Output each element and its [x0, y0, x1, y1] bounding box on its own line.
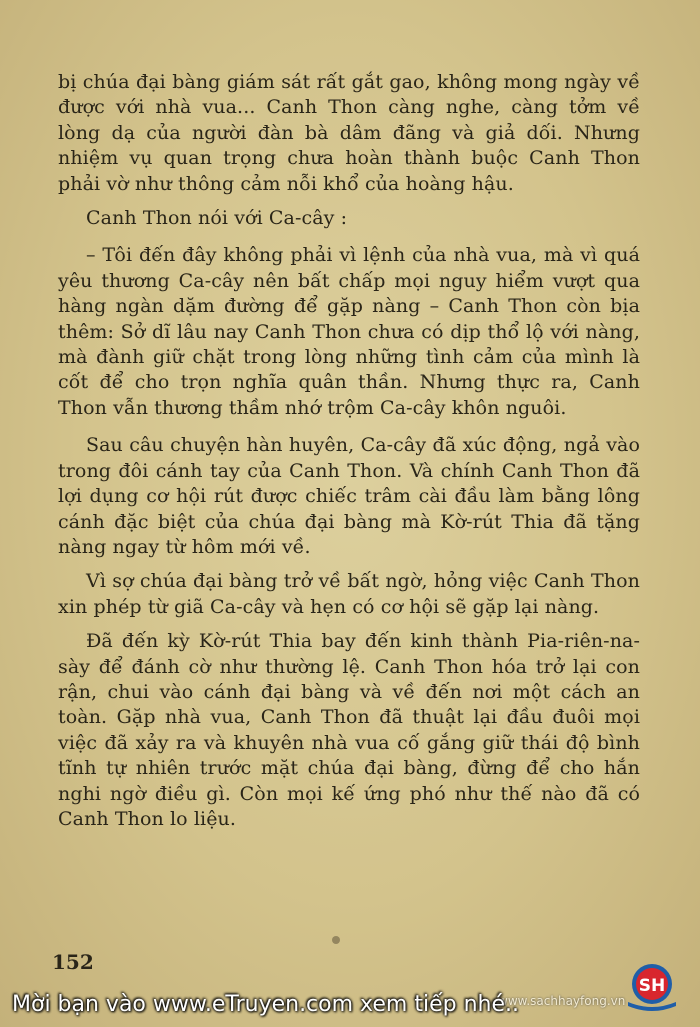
- paragraph-3: – Tôi đến đây không phải vì lệnh của nhà vua, mà vì quá yêu thương Ca-cây nên bất chấp mọi nguy hiểm vượt qua hàng ngàn dặm đường để gặp nàng – Canh Thon còn bịa thêm: Sở dĩ lâu nay Canh Thon chưa có dịp thổ lộ với nàng, mà đành giữ chặt trong lòng những tình cảm của mình là cốt để cho trọn nghĩa quân thần. Nhưng thực ra, Canh Thon vẫn thương thầm nhớ trộm Ca-cây khôn nguôi.: [58, 244, 640, 419]
- page-number: 152: [52, 950, 94, 974]
- paragraph-1: bị chúa đại bàng giám sát rất gắt gao, không mong ngày về được với nhà vua... Canh Thon càng nghe, càng tởm về lòng dạ của người đàn bà dâm đãng và giả dối. Nhưng nhiệm vụ quan trọng chưa hoàn thành buộc Canh Thon phải vờ như thông cảm nỗi khổ của hoàng hậu.: [58, 71, 640, 195]
- paragraph-4: Sau câu chuyện hàn huyên, Ca-cây đã xúc động, ngả vào trong đôi cánh tay của Canh Thon. Và chính Canh Thon đã lợi dụng cơ hội rút được chiếc trâm cài đầu làm bằng lông cánh đặc biệt của chúa đại bàng mà Kờ-rút Thia đã tặng nàng ngay từ hôm mới về.: [58, 434, 640, 558]
- body-text: [58, 70, 640, 832]
- logo-text: SH: [638, 976, 666, 996]
- etruyen-banner-link[interactable]: Mời bạn vào www.eTruyen.com xem tiếp nhé..: [12, 992, 519, 1017]
- paragraph-5: Vì sợ chúa đại bàng trở về bất ngờ, hỏng việc Canh Thon xin phép từ giã Ca-cây và hẹn có cơ hội sẽ gặp lại nàng.: [58, 570, 640, 618]
- paragraph-2: Canh Thon nói với Ca-cây :: [86, 207, 348, 230]
- ornament-dot: [332, 936, 340, 944]
- watermark-url: www.sachhayfong.vn: [498, 994, 626, 1008]
- paragraph-6: Đã đến kỳ Kờ-rút Thia bay đến kinh thành Pia-riên-na-sày để đánh cờ như thường lệ. Canh Thon hóa trở lại con rận, chui vào cánh đại bàng và về đến nơi một cách an toàn. Gặp nhà vua, Canh Thon đã thuật lại đầu đuôi mọi việc đã xảy ra và khuyên nhà vua cố gắng giữ thái độ bình tĩnh tự nhiên trước mặt chúa đại bàng, đừng để cho hắn nghi ngờ điều gì. Còn mọi kế ứng phó như thế nào đã có Canh Thon lo liệu.: [58, 630, 640, 830]
- publisher-logo: [624, 962, 680, 1012]
